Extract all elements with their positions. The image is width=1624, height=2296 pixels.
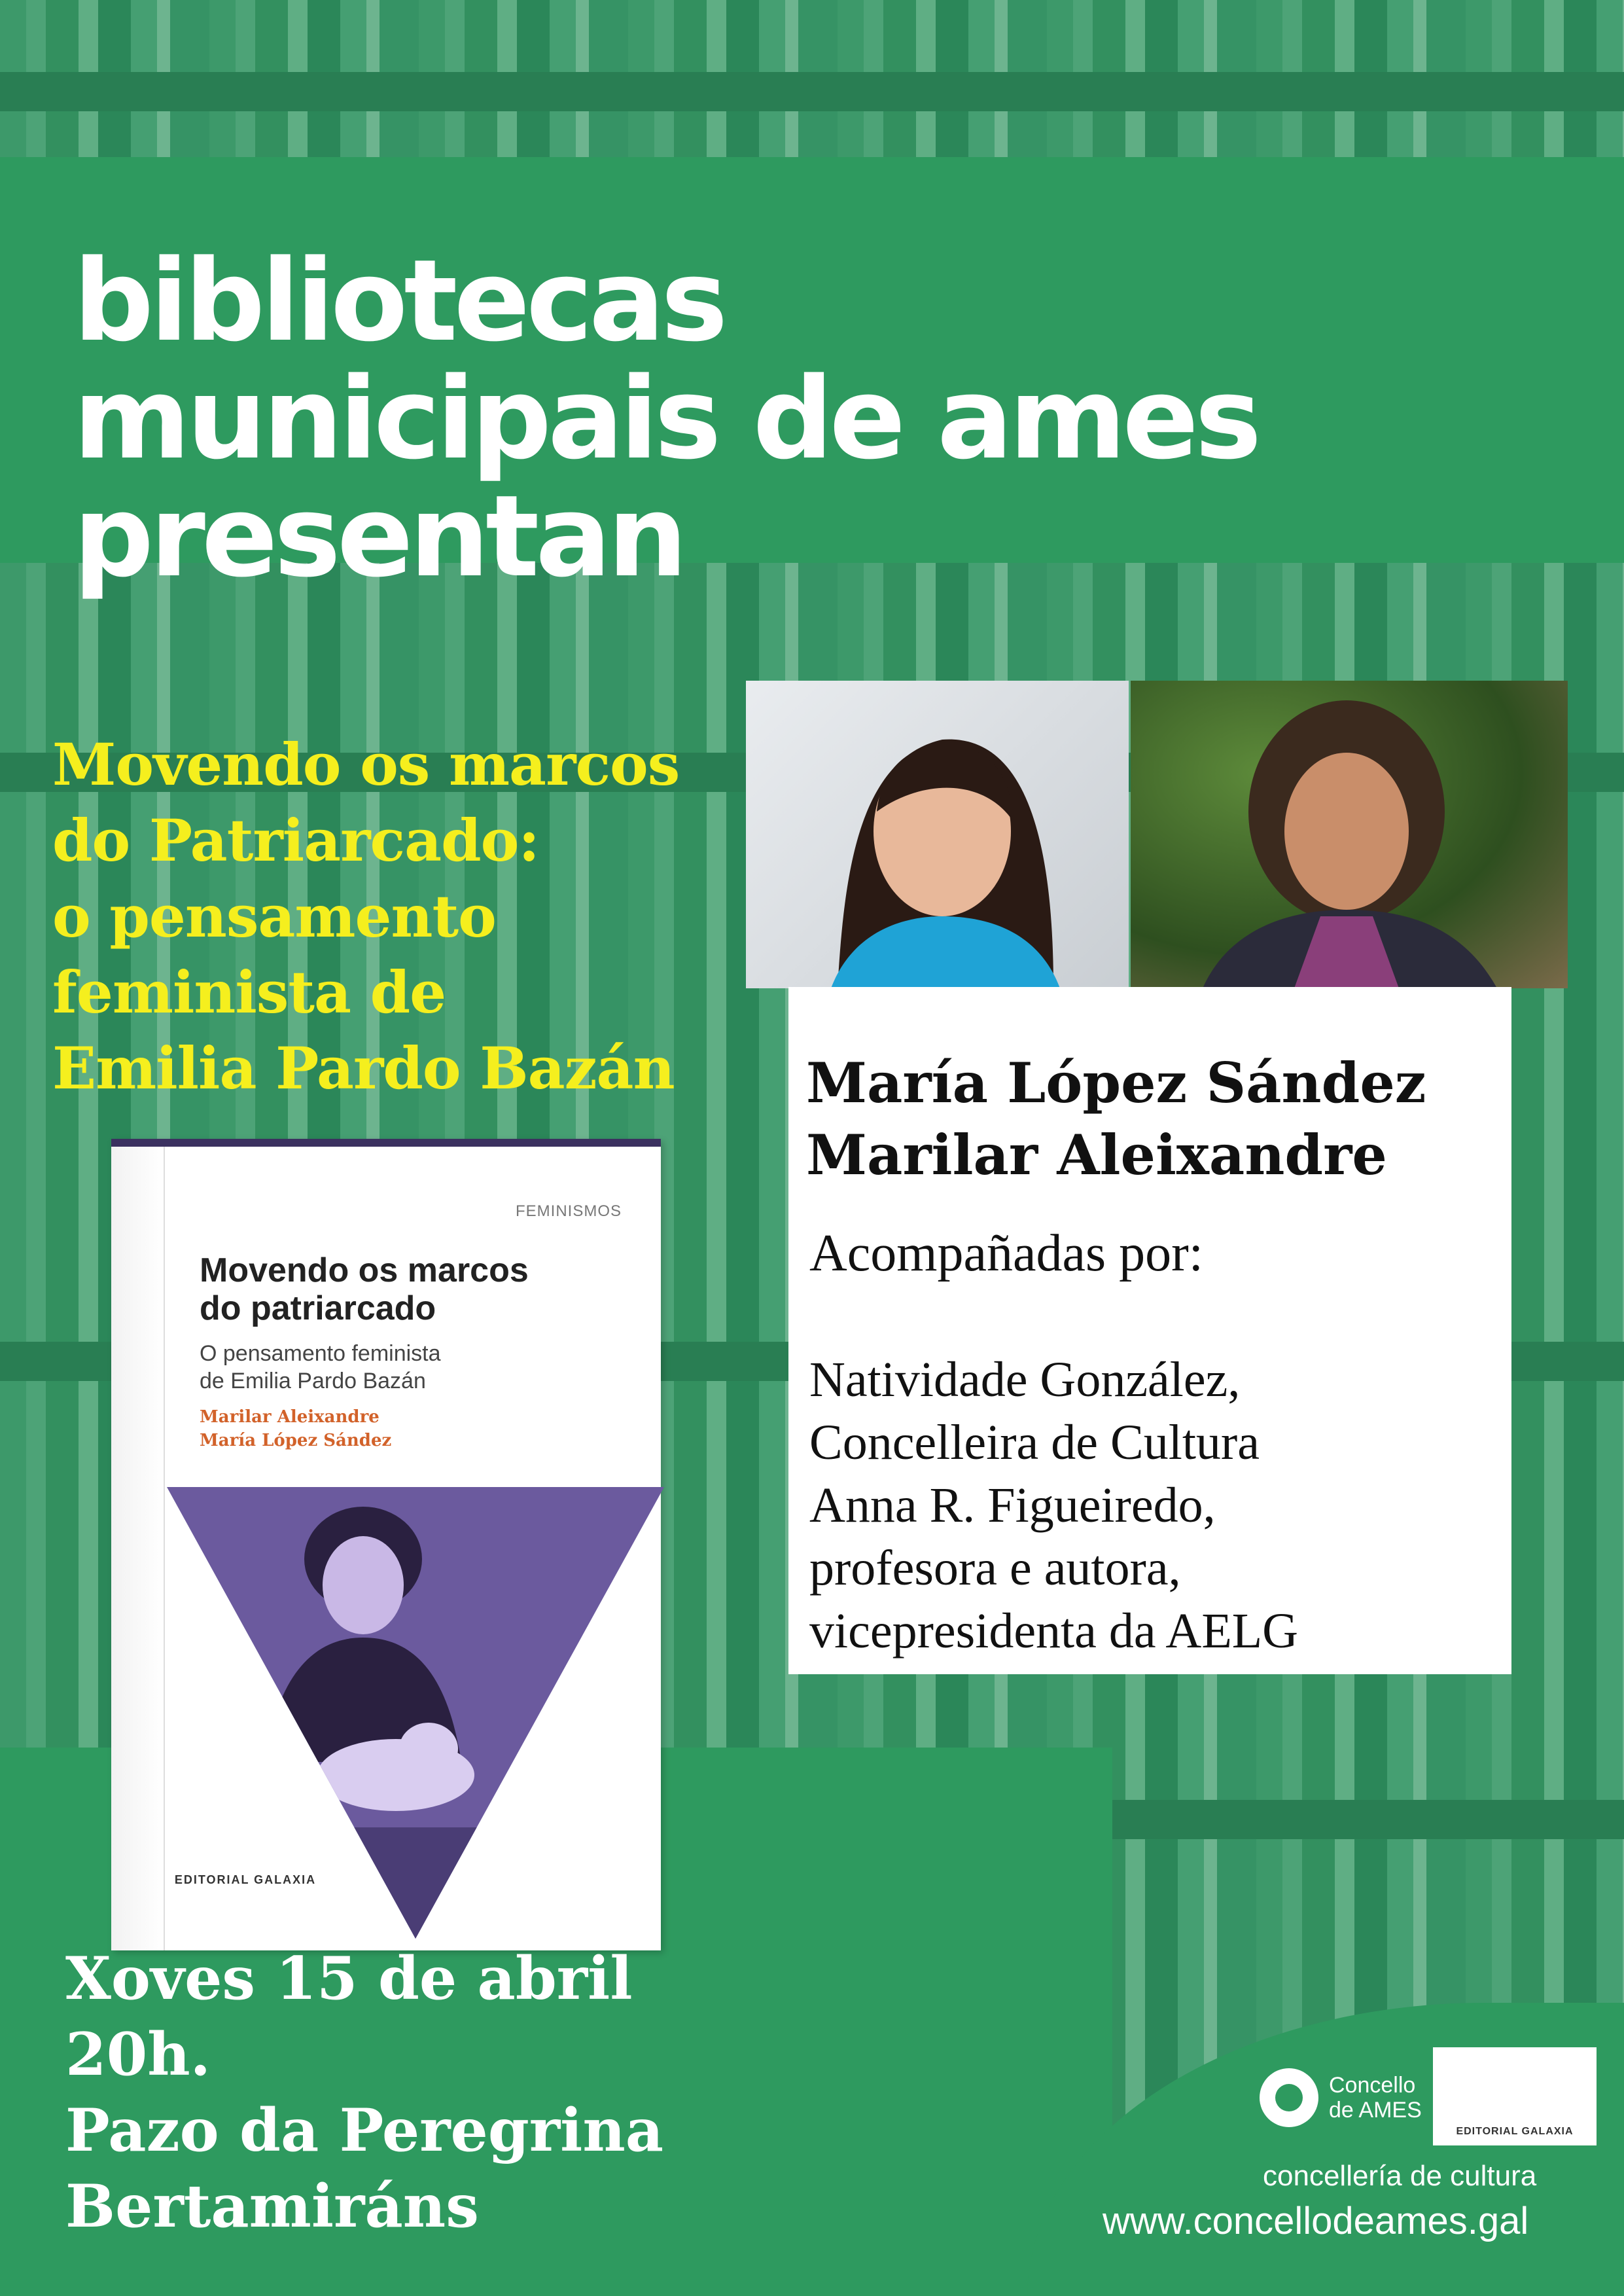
guest-line: Anna R. Figueiredo, (809, 1478, 1216, 1533)
galaxia-logo-text: EDITORIAL GALAXIA (1456, 2126, 1574, 2137)
book-title-line: Movendo os marcos (200, 1251, 529, 1289)
speaker-photo-1 (746, 681, 1129, 988)
ames-logo-line: de AMES (1329, 2098, 1422, 2123)
book-cover (111, 1139, 661, 1950)
title-line: presentan (73, 471, 684, 602)
speaker-names (806, 1047, 1426, 1191)
guests-list (809, 1348, 1298, 1662)
guest-line: Natividade González, (809, 1352, 1241, 1407)
website-link[interactable]: www.concellodeames.gal (1103, 2200, 1529, 2242)
event-title-line: o pensamento (52, 882, 496, 950)
event-title-line: Movendo os marcos (52, 730, 680, 798)
ames-logo-mark (1260, 2068, 1318, 2127)
event-date: Xoves 15 de abril (65, 1944, 633, 2013)
guest-line: vicepresidenta da AELG (809, 1604, 1299, 1659)
book-collection: FEMINISMOS (515, 1202, 622, 1220)
title-line: municipais de ames (73, 353, 1258, 484)
ames-logo-line: Concello (1329, 2073, 1416, 2098)
book-subtitle-line: O pensamento feminista (200, 1341, 441, 1366)
event-title-line: do Patriarcado: (52, 806, 539, 874)
event-title-line: feminista de (52, 958, 446, 1026)
event-time: 20h. (65, 2020, 211, 2089)
accompanied-label: Acompañadas por: (809, 1225, 1204, 1282)
galaxia-logo-icon (1433, 2047, 1597, 2145)
book-subtitle (200, 1340, 441, 1395)
book-publisher: EDITORIAL GALAXIA (174, 1873, 317, 1886)
book-author: María López Sández (200, 1431, 392, 1450)
ames-logo-icon (1260, 2068, 1422, 2127)
poster-title (73, 235, 1258, 602)
book-title (200, 1251, 529, 1327)
event-details (65, 1941, 663, 2244)
speaker-photo-2 (1131, 681, 1568, 988)
speaker-name: Marilar Aleixandre (806, 1122, 1387, 1187)
book-title-line: do patriarcado (200, 1289, 436, 1327)
ames-logo-text (1329, 2073, 1422, 2123)
book-spine (111, 1147, 165, 1950)
event-venue: Pazo da Peregrina (65, 2096, 664, 2165)
speaker-name: María López Sández (806, 1050, 1426, 1115)
book-author: Marilar Aleixandre (200, 1407, 380, 1427)
event-place: Bertamiráns (65, 2172, 479, 2241)
book-authors (200, 1405, 391, 1452)
book-cover-image (167, 1487, 664, 1939)
title-line: bibliotecas (73, 235, 724, 367)
event-title-line: Emilia Pardo Bazán (52, 1034, 675, 1102)
guest-line: profesora e autora, (809, 1541, 1181, 1596)
event-title (52, 726, 679, 1106)
book-subtitle-line: de Emilia Pardo Bazán (200, 1369, 426, 1393)
department-label: concellería de cultura (1263, 2160, 1537, 2192)
guest-line: Concelleira de Cultura (809, 1415, 1260, 1470)
